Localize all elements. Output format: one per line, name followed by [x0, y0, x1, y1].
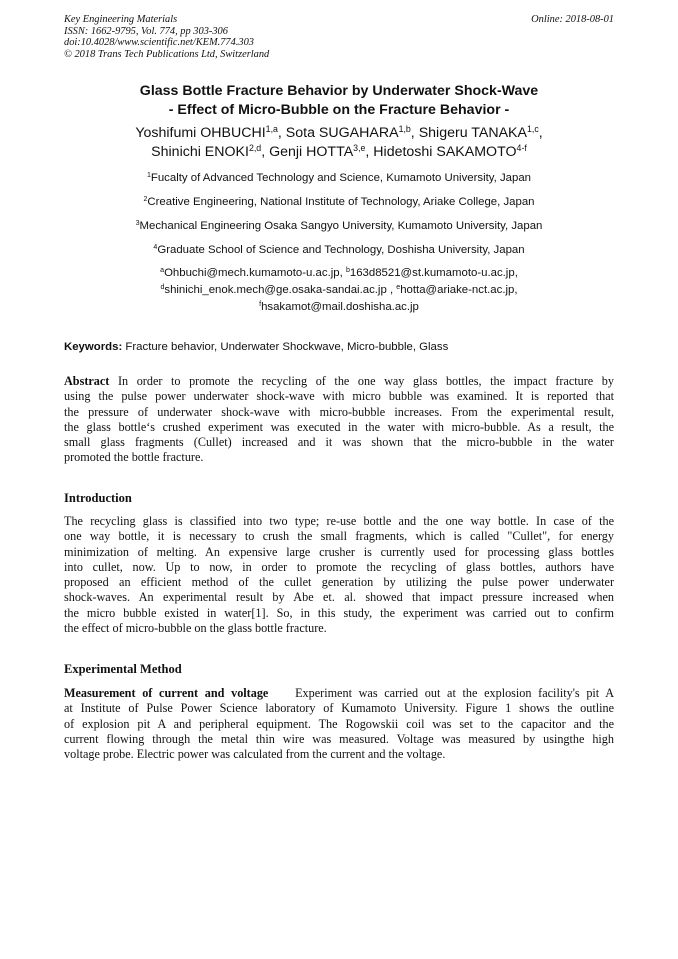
email-line-1: $^a$Ohbuchi@mech.kumamoto-u.ac.jp, $^b$163d8521@st.kumamoto-u.ac.jp, — [160, 267, 518, 279]
email-line-3 — [40, 299, 638, 316]
affiliation-1 — [40, 171, 638, 185]
email-superscript: e — [396, 284, 401, 292]
experimental-line: current flowing through the metal thin wire was measured. Voltage was measured by usingthe high — [64, 731, 614, 746]
author-superscript: 4-f — [516, 143, 527, 154]
author-name: Yoshifumi OHBUCHI — [135, 125, 266, 141]
author-name: Sota SUGAHARA — [285, 125, 399, 141]
journal-name: Key Engineering Materials — [64, 14, 178, 25]
author-name: Shinichi ENOKI — [151, 144, 249, 160]
affiliation-text: Creative Engineering, National Institute of Technology, Ariake College, Japan — [147, 196, 535, 208]
author-line-1: Yoshifumi OHBUCHI$^{1,a}$, Sota SUGAHARA$^{1,b}$, Shigeru TANAKA$^{1,c}$, — [135, 124, 543, 141]
title-line-1: Glass Bottle Fracture Behavior by Underwater Shock-Wave — [139, 83, 539, 99]
intro-line: into cullet, now. Up to now, in order to promote the recycling of glass bottles, authors have — [64, 559, 614, 574]
experimental-text: Experiment was carried out at the explosion facility's pit A — [295, 686, 615, 700]
introduction-heading: Introduction — [64, 491, 132, 505]
email-b[interactable]: 163d8521@st.kumamoto-u.ac.jp — [349, 267, 515, 279]
email-list — [40, 265, 638, 316]
abstract — [64, 374, 614, 466]
issn-line: ISSN: 1662-9795, Vol. 774, pp 303-306 — [64, 25, 228, 37]
experimental-line: of explosion pit A and peripheral equipment. The Rogowskii coil was set to the capacitor and the — [64, 716, 614, 731]
abstract-line: the pressure of underwater shock-wave with micro-bubble increases. From the experimental result, — [64, 404, 614, 419]
affiliation-superscript: 3 — [135, 220, 140, 228]
intro-line: proposed an efficient method of the cullet generation by utilizing the pulse power underwater — [64, 575, 614, 590]
author-name: Genji HOTTA — [269, 144, 354, 160]
intro-line: the micro bubble existed in water[1]. So, in this study, the experiment was carried out to confirm — [64, 605, 614, 620]
copyright-line: © 2018 Trans Tech Publications Ltd, Switzerland — [64, 48, 270, 60]
journal-header — [64, 14, 404, 60]
author-line-2: Shinichi ENOKI$^{2,d}$, Genji HOTTA$^{3,e}$, Hidetoshi SAKAMOTO$^{4-f}$ — [151, 143, 527, 160]
affiliation-text: Mechanical Engineering Osaka Sangyo University, Kumamoto University, Japan — [139, 220, 543, 232]
author-name: Shigeru TANAKA — [418, 125, 527, 141]
email-superscript: f — [259, 301, 262, 309]
affiliation-superscript: 2 — [143, 196, 148, 204]
experimental-heading: Experimental Method — [64, 662, 182, 676]
affiliation-2 — [40, 195, 638, 209]
email-superscript: b — [345, 267, 350, 275]
intro-line: the effect of micro-bubble on the glass bottle fracture. — [64, 621, 327, 636]
author-list — [40, 124, 638, 162]
experimental-line: voltage probe. Electric power was calculated from the current and the voltage. — [64, 747, 446, 762]
abstract-line: small glass fragments (Cullet) increased and it was shown that the micro-bubble in the water — [64, 435, 614, 450]
experimental-line — [64, 686, 614, 701]
experimental-line: at Institute of Pulse Power Science laboratory of Kumamoto University. Figure 1 shows the outline — [64, 701, 614, 716]
author-superscript: 3,e — [353, 143, 366, 154]
email-d[interactable]: shinichi_enok.mech@ge.osaka-sandai.ac.jp — [164, 284, 387, 296]
abstract-label: Abstract — [64, 374, 110, 388]
abstract-line: using the pulse power underwater shock-wave with micro bubble was examined. It is reported that — [64, 389, 614, 404]
author-superscript: 2,d — [248, 143, 262, 154]
affiliation-superscript: 4 — [153, 244, 158, 252]
author-superscript: 1,a — [265, 124, 278, 135]
intro-line: shock-waves. An experimental result by Abe et. al. showed that impact pressure increased when — [64, 590, 614, 605]
keywords-label: Keywords: — [64, 341, 123, 353]
email-superscript: d — [160, 284, 165, 292]
email-superscript: a — [160, 267, 165, 275]
affiliation-3 — [40, 219, 638, 233]
author-superscript: 1,b — [398, 124, 411, 135]
email-a[interactable]: Ohbuchi@mech.kumamoto-u.ac.jp — [164, 267, 340, 279]
introduction-body — [64, 514, 614, 636]
author-superscript: 1,c — [526, 124, 539, 135]
title-line-2: - Effect of Micro-Bubble on the Fracture Behavior - — [168, 101, 510, 118]
abstract-line: the glass bottle‘s crushed experiment was executed in the water with micro-bubble. As a result, the — [64, 419, 614, 434]
abstract-line — [64, 374, 614, 389]
intro-line: one way bottle, it is necessary to crush the small fragments, which is called "Cullet", for energy — [64, 529, 614, 544]
affiliation-4 — [40, 243, 638, 257]
paper-title — [40, 82, 638, 119]
online-date: Online: 2018-08-01 — [531, 14, 614, 25]
affiliation-text: Graduate School of Science and Technology, Doshisha University, Japan — [157, 244, 525, 256]
email-line-2: $^d$shinichi_enok.mech@ge.osaka-sandai.ac.jp , $^e$hotta@ariake-nct.ac.jp, — [160, 284, 518, 296]
keywords — [64, 340, 448, 354]
email-f[interactable]: hsakamot@mail.doshisha.ac.jp — [261, 301, 419, 313]
keywords-text: Fracture behavior, Underwater Shockwave, Micro-bubble, Glass — [125, 341, 449, 353]
email-e[interactable]: hotta@ariake-nct.ac.jp — [400, 284, 515, 296]
intro-line: The recycling glass is classified into two type; re-use bottle and the one way bottle. In case of the — [64, 514, 614, 528]
doi-line: doi:10.4028/www.scientific.net/KEM.774.303 — [64, 37, 254, 49]
affiliation-text: Fucalty of Advanced Technology and Science, Kumamoto University, Japan — [150, 172, 532, 184]
affiliation-superscript: 1 — [146, 172, 151, 180]
author-name: Hidetoshi SAKAMOTO — [373, 144, 517, 160]
abstract-line: promoted the bottle fracture. — [64, 450, 204, 465]
intro-line: minimization of melting. An expensive large crusher is currently used for processing glass bottles — [64, 544, 614, 559]
experimental-subheading: Measurement of current and voltage — [64, 686, 269, 700]
experimental-body — [64, 686, 614, 762]
abstract-text: In order to promote the recycling of the one way glass bottles, the impact fracture by — [117, 374, 614, 388]
